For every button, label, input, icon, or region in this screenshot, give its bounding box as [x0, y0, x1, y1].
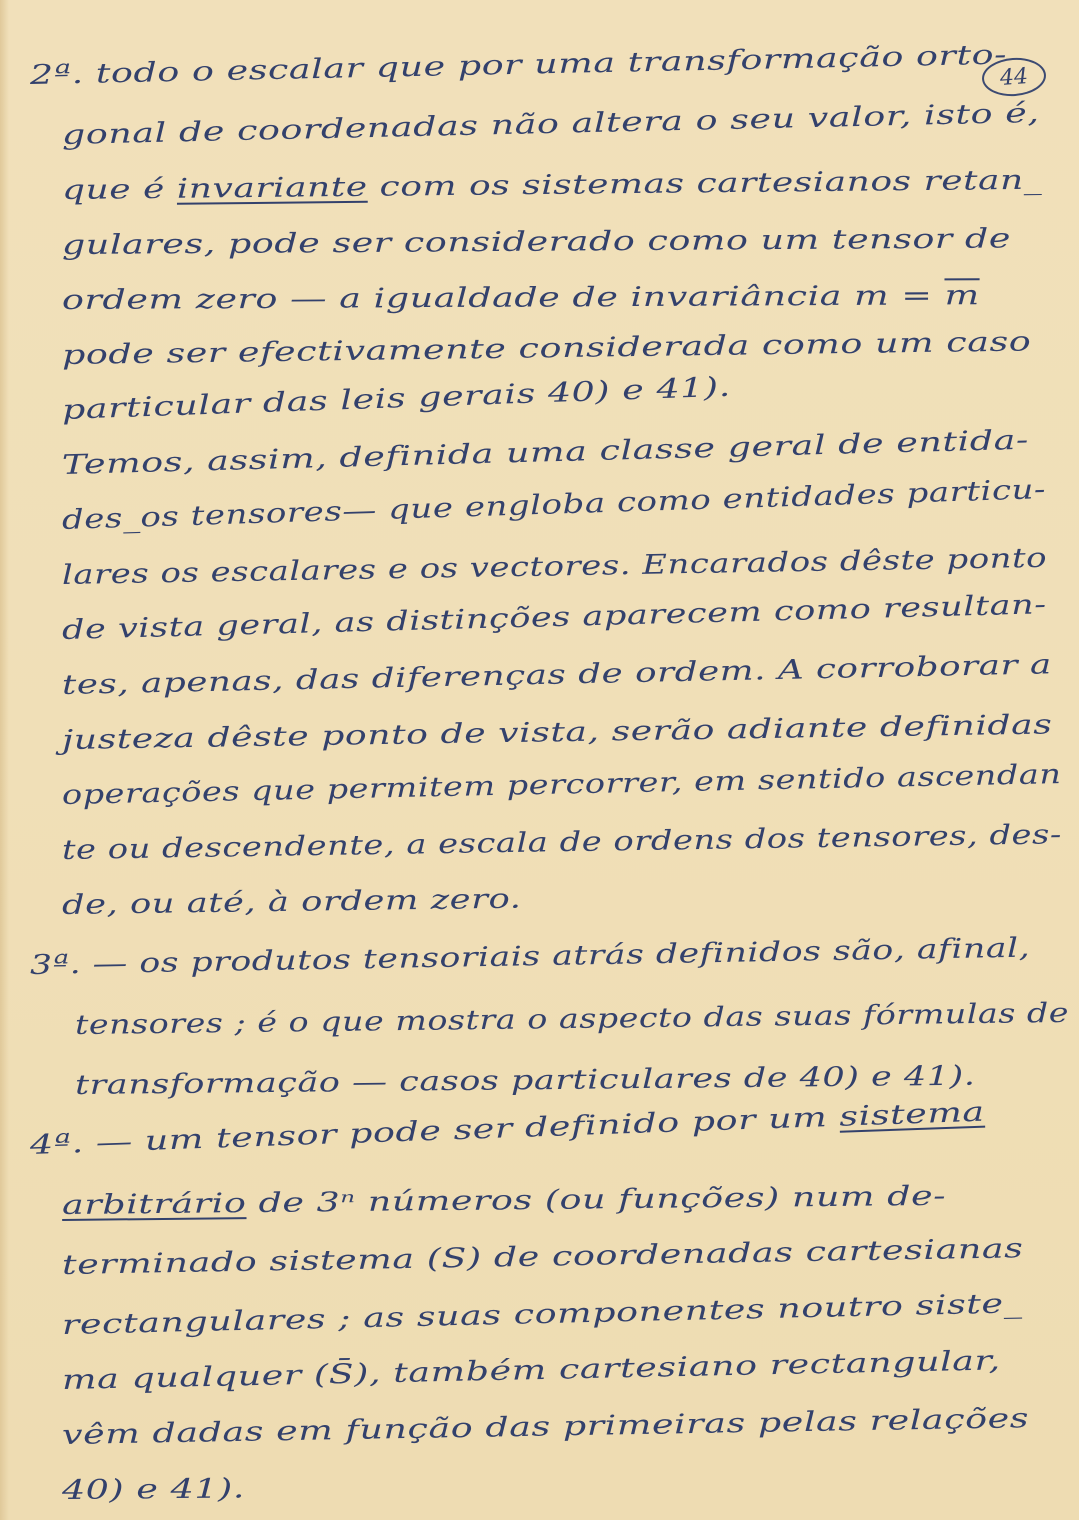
text-line: [62, 1284, 1023, 1346]
text-line: [62, 161, 1043, 211]
text-segment: ordem zero — a igualdade de invariância m =: [61, 280, 945, 316]
text-line: [61, 585, 1047, 651]
text-line: [30, 36, 1008, 96]
text-line: [62, 94, 1040, 156]
paper-edge: [0, 0, 9, 1520]
text-segment: que é: [61, 173, 177, 206]
text-segment: te ou descendente, a escala de ordens dos tensores, des-: [61, 819, 1062, 866]
text-segment: gonal de coordenadas não altera o seu valor, isto é,: [61, 97, 1040, 151]
text-line: [62, 1399, 1030, 1456]
underlined-word: invariante: [176, 171, 368, 205]
text-segment: terminado sistema (S) de coordenadas cartesianas: [61, 1233, 1024, 1281]
text-segment: rectangulares ; as suas componentes noutro siste_: [61, 1288, 1023, 1341]
text-line: [62, 815, 1062, 871]
text-segment: particular das leis gerais 40) e 41).: [61, 371, 732, 426]
text-segment: lares os escalares e os vectores. Encarados dêste ponto: [61, 542, 1048, 591]
text-segment: 3ª. — os produtos tensoriais atrás definidos são, afinal,: [29, 932, 1031, 981]
text-line: [62, 1229, 1024, 1286]
text-segment: operações que permitem percorrer, em sentido ascendan: [61, 759, 1062, 811]
text-line: [62, 322, 1032, 376]
text-line: [61, 368, 731, 431]
text-segment: de, ou até, à ordem zero.: [61, 883, 522, 921]
overlined-symbol: $\overline{m}$: [944, 280, 980, 312]
text-segment: ma qualquer (S̄), também cartesiano rectangular,: [61, 1345, 1001, 1396]
text-segment: transformação — casos particulares de 40) e 41).: [74, 1060, 976, 1101]
text-line: [62, 539, 1048, 596]
text-line: [62, 880, 522, 926]
text-line: [75, 994, 1069, 1046]
text-line: [62, 1177, 946, 1226]
text-segment: 4ª. — um tensor pode ser definido por um: [29, 1101, 840, 1161]
text-segment: gulares, pode ser considerado como um tensor de: [61, 223, 1012, 261]
text-segment: de 3ⁿ números (ou funções) num de-: [246, 1180, 947, 1220]
underlined-word: sistema: [838, 1096, 986, 1133]
text-line: [62, 755, 1062, 816]
text-line: [62, 705, 1053, 761]
text-segment: tensores ; é o que mostra o aspecto das suas fórmulas de: [74, 997, 1070, 1041]
text-segment: pode ser efectivamente considerada como um caso: [61, 326, 1032, 371]
text-line: [30, 929, 1031, 986]
text-line: [62, 645, 1053, 706]
text-segment: de vista geral, as distinções aparecem como resultan-: [61, 589, 1047, 646]
text-segment: vêm dadas em função das primeiras pelas relações: [61, 1403, 1030, 1451]
text-line: [62, 1469, 245, 1511]
text-segment: com os sistemas cartesianos retan_: [367, 164, 1043, 203]
text-line: [62, 219, 1011, 266]
underlined-word: arbitrário: [61, 1188, 247, 1221]
text-segment: 40) e 41).: [61, 1473, 246, 1506]
text-segment: 2ª. todo o escalar que por uma transformação orto-: [29, 39, 1008, 91]
page-number: 44: [981, 56, 1047, 98]
text-line: [62, 276, 980, 321]
text-segment: justeza dêste ponto de vista, serão adiante definidas: [61, 709, 1053, 756]
text-line: [62, 1341, 1001, 1401]
text-segment: tes, apenas, das diferenças de ordem. A corroborar a: [61, 649, 1053, 701]
text-segment: Temos, assim, definida uma classe geral de entida-: [61, 424, 1030, 481]
text-segment: des_os tensores— que engloba como entidades particu-: [61, 474, 1047, 536]
